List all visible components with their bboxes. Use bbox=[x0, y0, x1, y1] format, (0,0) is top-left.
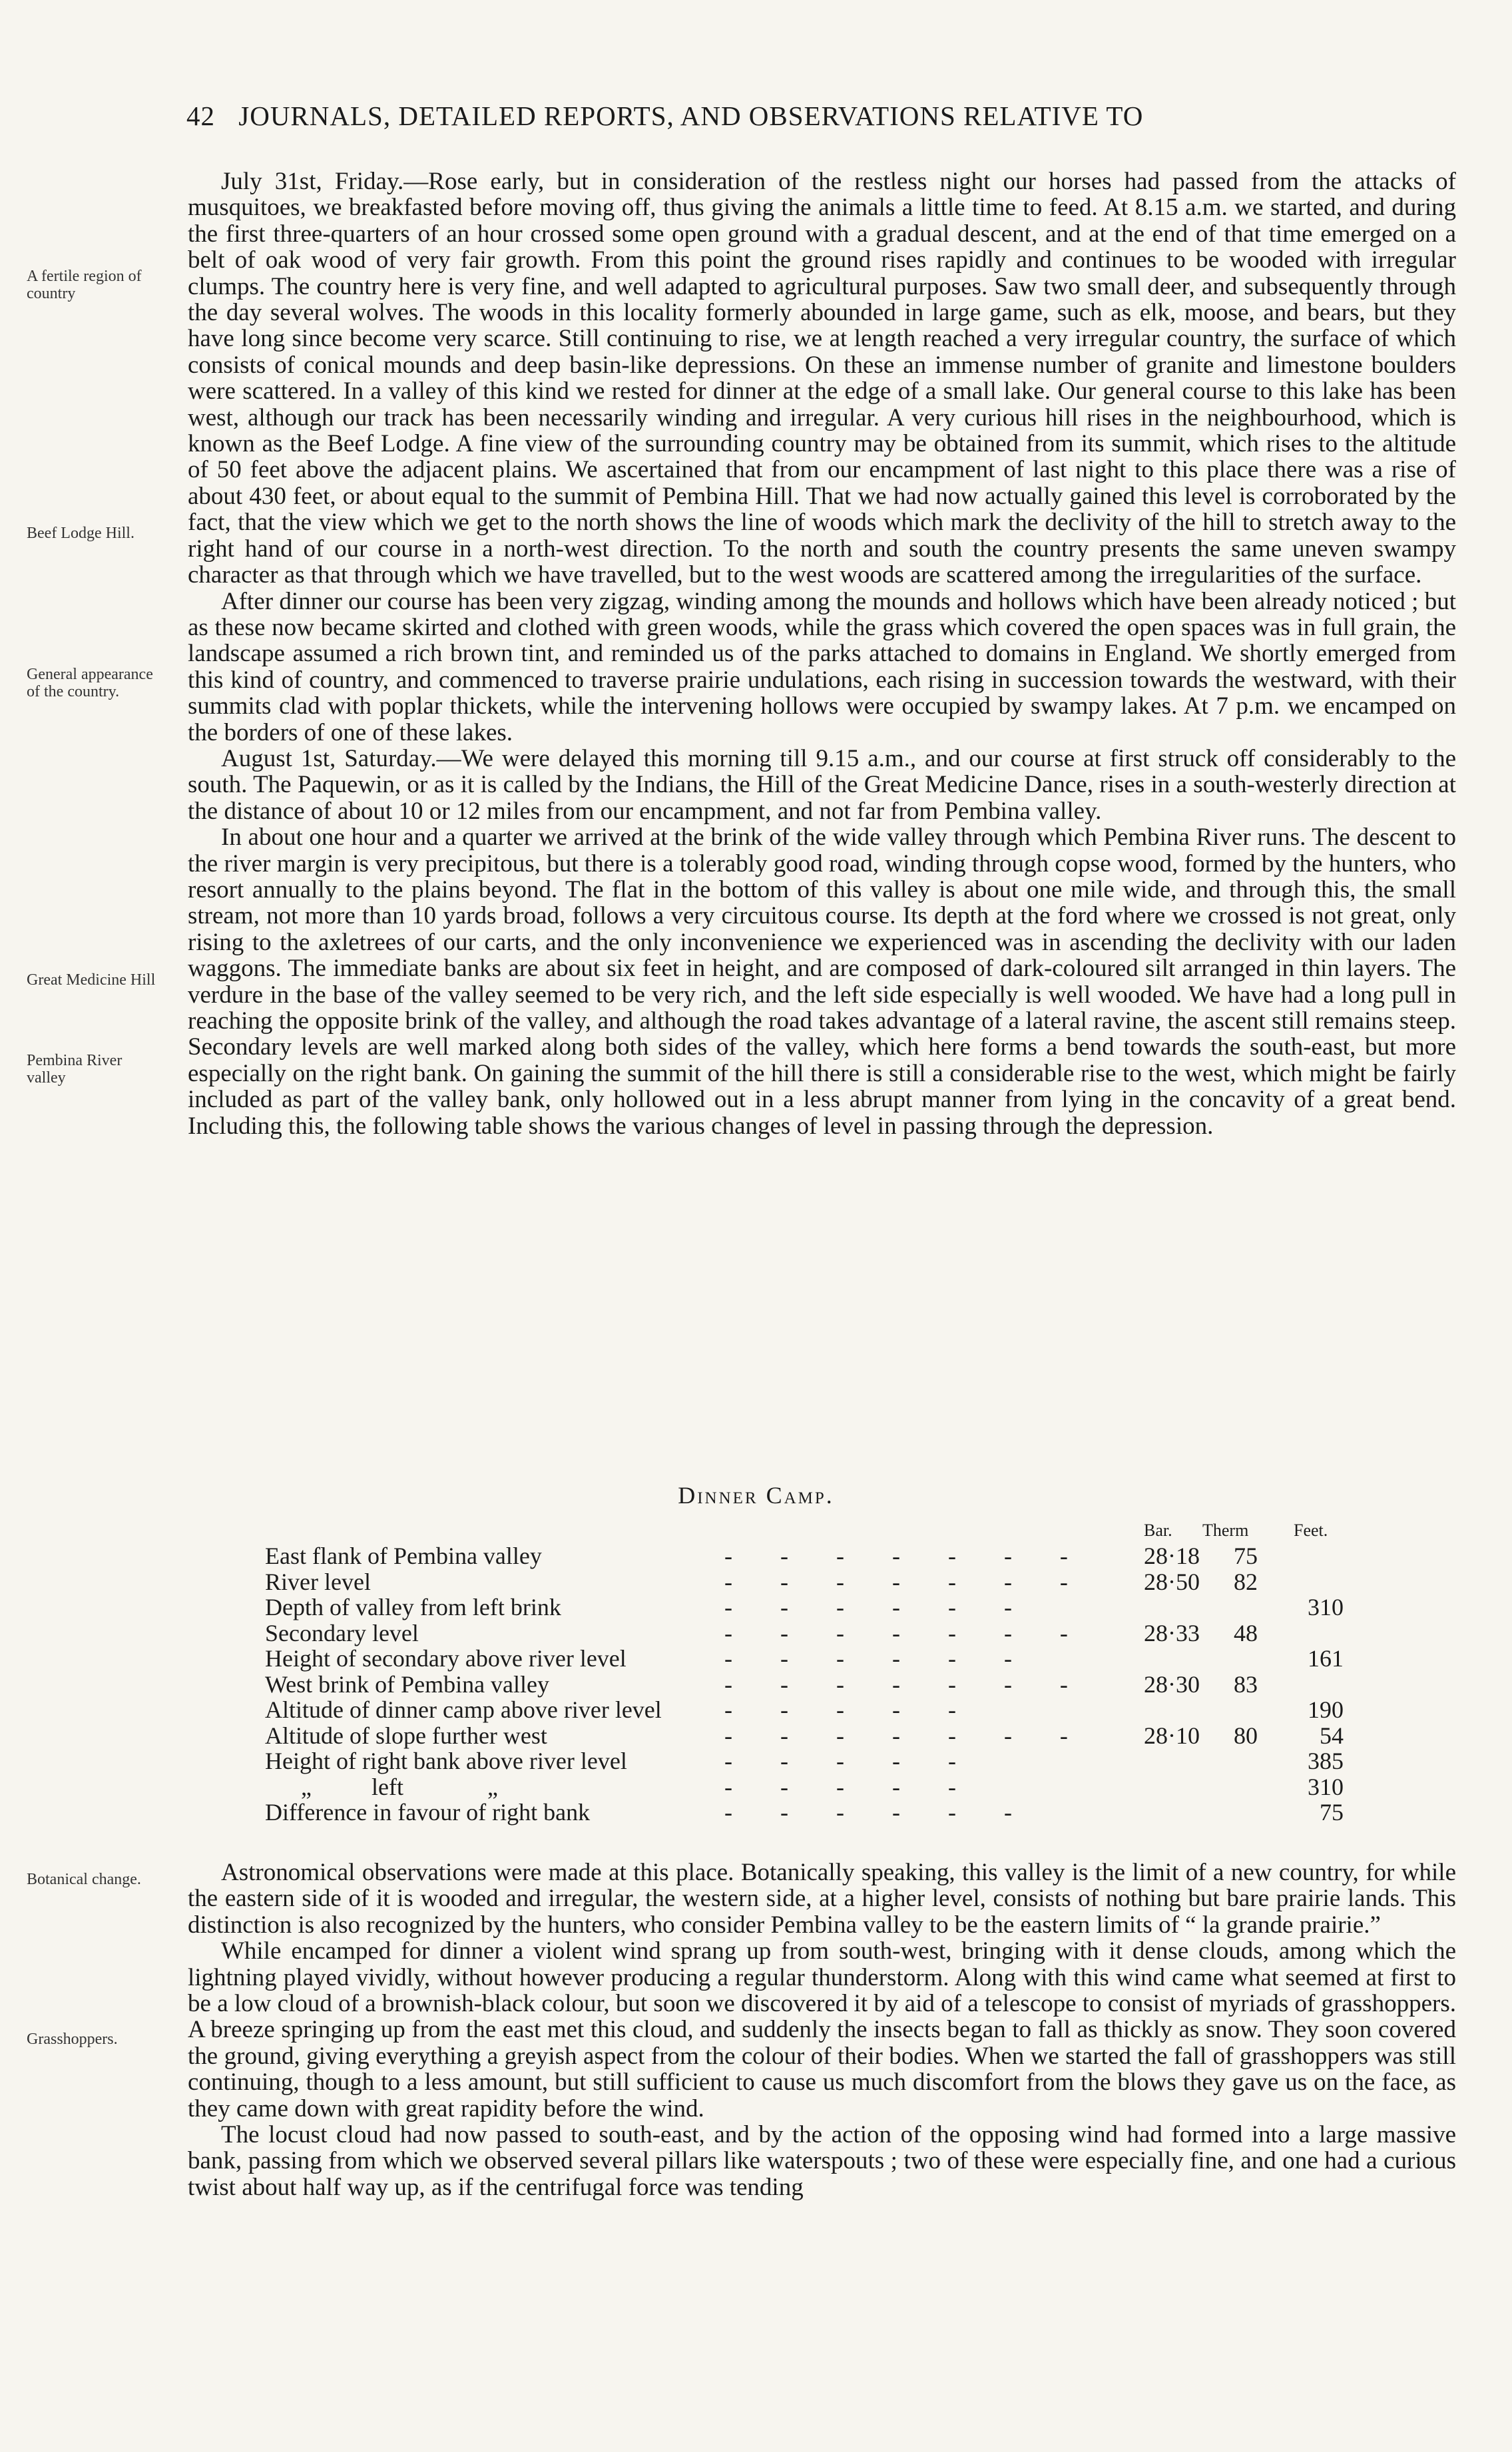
table-row bbox=[265, 1696, 1344, 1722]
row-therm: 48 bbox=[1234, 1619, 1258, 1646]
header-feet: Feet. bbox=[1294, 1521, 1328, 1540]
header-bar: Bar. bbox=[1144, 1521, 1172, 1540]
margin-note-beef-lodge-hill: Beef Lodge Hill. bbox=[27, 525, 134, 542]
row-bar: 28·18 bbox=[1144, 1543, 1200, 1569]
table-row bbox=[265, 1542, 1344, 1568]
row-leader-dots: - - - - - - - bbox=[724, 1670, 1068, 1698]
body-text-upper bbox=[188, 168, 1456, 1139]
row-therm: 80 bbox=[1234, 1722, 1258, 1749]
running-title: JOURNALS, DETAILED REPORTS, AND OBSERVATIONS RELATIVE TO bbox=[238, 101, 1144, 131]
row-feet: 190 bbox=[1308, 1696, 1344, 1723]
row-label: West brink of Pembina valley bbox=[265, 1670, 550, 1698]
row-bar: 28·10 bbox=[1144, 1722, 1200, 1749]
row-label: Altitude of slope further west bbox=[265, 1722, 547, 1749]
row-bar: 28·50 bbox=[1144, 1568, 1200, 1595]
page-header bbox=[186, 100, 1332, 132]
table-row bbox=[265, 1644, 1344, 1670]
row-label: River level bbox=[265, 1568, 371, 1595]
row-label: Difference in favour of right bank bbox=[265, 1799, 591, 1826]
table-row bbox=[265, 1593, 1344, 1619]
table-header bbox=[265, 1517, 1344, 1542]
table-rows bbox=[265, 1542, 1344, 1824]
row-label: Depth of valley from left brink bbox=[265, 1594, 561, 1620]
row-label: Height of secondary above river level bbox=[265, 1645, 627, 1672]
row-therm: 82 bbox=[1234, 1568, 1258, 1595]
row-leader-dots: - - - - - - - bbox=[724, 1619, 1068, 1646]
row-therm: 75 bbox=[1234, 1543, 1258, 1569]
row-label: Height of right bank above river level bbox=[265, 1748, 627, 1774]
row-leader-dots: - - - - - - - bbox=[724, 1722, 1068, 1749]
row-label: Secondary level bbox=[265, 1619, 419, 1646]
header-therm: Therm bbox=[1202, 1521, 1249, 1540]
row-feet: 75 bbox=[1320, 1799, 1344, 1826]
table-row bbox=[265, 1747, 1344, 1773]
row-leader-dots: - - - - - bbox=[724, 1748, 956, 1774]
row-bar: 28·30 bbox=[1144, 1670, 1200, 1698]
margin-note-grasshoppers: Grasshoppers. bbox=[27, 2031, 118, 2048]
row-leader-dots: - - - - - - - bbox=[724, 1568, 1068, 1595]
margin-note-great-medicine-hill: Great Medicine Hill bbox=[27, 971, 156, 989]
table-row bbox=[265, 1670, 1344, 1696]
paragraph-grasshoppers: While encamped for dinner a violent wind sprang up from south-west, bringing with it dense clouds, among which the lightning played vividly, without however producing a regular thunderstorm. Along with this wind came what seemed at first to be a low cloud of a brownish-black colour, but soon we discovered it by aid of a telescope to consist of myriads of grasshoppers. A breeze springing up from the east met this cloud, and suddenly the insects began to fall as thickly as snow. They soon covered the ground, giving everything a greyish aspect from the colour of their bodies. When we started the fall of grasshoppers was still continuing, though to a less amount, but still sufficient to cause us much discomfort from the blows they gave us on the face, as they came down with great rapidity before the wind. bbox=[188, 1937, 1456, 2122]
table-row bbox=[265, 1619, 1344, 1645]
row-leader-dots: - - - - - bbox=[724, 1773, 956, 1800]
table-row bbox=[265, 1773, 1344, 1799]
row-feet: 310 bbox=[1308, 1773, 1344, 1800]
margin-note-fertile-region: A fertile region of country bbox=[27, 268, 142, 302]
row-bar: 28·33 bbox=[1144, 1619, 1200, 1646]
row-therm: 83 bbox=[1234, 1670, 1258, 1698]
row-leader-dots: - - - - - - - bbox=[724, 1543, 1068, 1569]
table-row bbox=[265, 1568, 1344, 1594]
row-leader-dots: - - - - - - bbox=[724, 1799, 1012, 1826]
paragraph-locust-cloud: The locust cloud had now passed to south-east, and by the action of the opposing wind had formed into a large massive bank, passing from which we observed several pillars like waterspouts ; two of these were especially fine, and one had a curious twist about half way up, as if the centrifugal force was tending bbox=[188, 2121, 1456, 2201]
levels-table bbox=[265, 1517, 1344, 1824]
row-feet: 310 bbox=[1308, 1594, 1344, 1620]
row-leader-dots: - - - - - - bbox=[724, 1645, 1012, 1672]
paragraph-after-dinner: After dinner our course has been very zigzag, winding among the mounds and hollows which have been already noticed ; but as these now became skirted and clothed with green woods, while the grass which covered the open spaces was in full grain, the landscape assumed a rich brown tint, and reminded us of the parks attached to domains in England. We shortly emerged from this kind of country, and commenced to traverse prairie undulations, each rising in succession towards the westward, with their summits clad with poplar thickets, while the intervening hollows were occupied by swampy lakes. At 7 p.m. we encamped on the borders of one of these lakes. bbox=[188, 587, 1456, 746]
body-text-lower bbox=[188, 1859, 1456, 2200]
table-row bbox=[265, 1798, 1344, 1824]
row-label: „ left „ bbox=[265, 1773, 498, 1800]
margin-note-botanical-change: Botanical change. bbox=[27, 1871, 141, 1888]
margin-note-general-appearance: General appearance of the country. bbox=[27, 666, 153, 700]
paragraph-july-31: July 31st, Friday.—Rose early, but in consideration of the restless night our horses had passed from the attacks of musquitoes, we breakfasted before moving off, thus giving the animals a little time to feed. At 8.15 a.m. we started, and during the first three-quarters of an hour crossed some open ground with a gradual descent, and at the end of that time emerged on a belt of oak wood of very fair growth. From this point the ground rises rapidly and continues to be wooded with irregular clumps. The country here is very fine, and well adapted to agricultural purposes. Saw two small deer, and subsequently through the day several wolves. The woods in this locality formerly abounded in large game, such as elk, moose, and bears, but they have long since become very scarce. Still continuing to rise, we at length reached a very irregular country, the surface of which consists of conical mounds and deep basin-like depressions. On these an immense number of granite and limestone boulders were scattered. In a valley of this kind we rested for dinner at the edge of a small lake. Our general course to this lake has been west, although our track has been necessarily winding and irregular. A very curious hill rises in the neighbourhood, which is known as the Beef Lodge. A fine view of the surrounding country may be obtained from its summit, which rises to the altitude of 50 feet above the adjacent plains. We ascertained that from our encampment of last night to this place there was a rise of about 430 feet, or about equal to the summit of Pembina Hill. That we had now actually gained this level is corroborated by the fact, that the view which we get to the north shows the line of woods which mark the declivity of the hill to stretch away to the right hand of our course in a north-west direction. To the north and south the country presents the same uneven swampy character as that through which we have travelled, but to the west woods are scattered among the irregularities of the surface. bbox=[188, 168, 1456, 589]
row-feet: 385 bbox=[1308, 1748, 1344, 1774]
table-title: Dinner Camp. bbox=[678, 1482, 834, 1509]
row-feet: 54 bbox=[1320, 1722, 1344, 1749]
row-feet: 161 bbox=[1308, 1645, 1344, 1672]
table-row bbox=[265, 1722, 1344, 1748]
row-leader-dots: - - - - - - bbox=[724, 1594, 1012, 1620]
row-leader-dots: - - - - - bbox=[724, 1696, 956, 1723]
row-label: East flank of Pembina valley bbox=[265, 1543, 542, 1569]
paragraph-pembina-valley: In about one hour and a quarter we arrived at the brink of the wide valley through which Pembina River runs. The descent to the river margin is very precipitous, but there is a tolerably good road, winding through copse wood, formed by the hunters, who resort annually to the plains beyond. The flat in the bottom of this valley is about one mile wide, and through this, the small stream, not more than 10 yards broad, follows a very circuitous course. Its depth at the ford where we crossed is not great, only rising to the axletrees of our carts, and the only inconvenience we experienced was in ascending the declivity with our laden waggons. The immediate banks are about six feet in height, and are composed of dark-coloured silt arranged in thin layers. The verdure in the base of the valley seemed to be very rich, and the left side especially is well wooded. We have had a long pull in reaching the opposite brink of the valley, and although the road takes advantage of a lateral ravine, the ascent still remains steep. Secondary levels are well marked along both sides of the valley, which here forms a bend towards the south-east, but more especially on the right bank. On gaining the summit of the hill there is still a considerable rise to the west, which might be fairly included as part of the valley bank, only hollowed out in a less abrupt manner from lying in the concavity of a great bend. Including this, the following table shows the various changes of level in passing through the depression. bbox=[188, 824, 1456, 1140]
page-number: 42 bbox=[186, 101, 215, 131]
row-label: Altitude of dinner camp above river level bbox=[265, 1696, 662, 1723]
paragraph-august-1: August 1st, Saturday.—We were delayed this morning till 9.15 a.m., and our course at first struck off considerably to the south. The Paquewin, or as it is called by the Indians, the Hill of the Great Medicine Dance, rises in a south-westerly direction at the distance of about 10 or 12 miles from our encampment, and not far from Pembina valley. bbox=[188, 744, 1456, 825]
margin-note-pembina-river-valley: Pembina River valley bbox=[27, 1052, 123, 1087]
paragraph-astronomical: Astronomical observations were made at this place. Botanically speaking, this valley is the limit of a new country, for while the eastern side of it is wooded and irregular, the western side, at a higher level, consists of nothing but bare prairie lands. This distinction is also recognized by the hunters, who consider Pembina valley to be the eastern limits of “ la grande prairie.” bbox=[188, 1859, 1456, 1939]
